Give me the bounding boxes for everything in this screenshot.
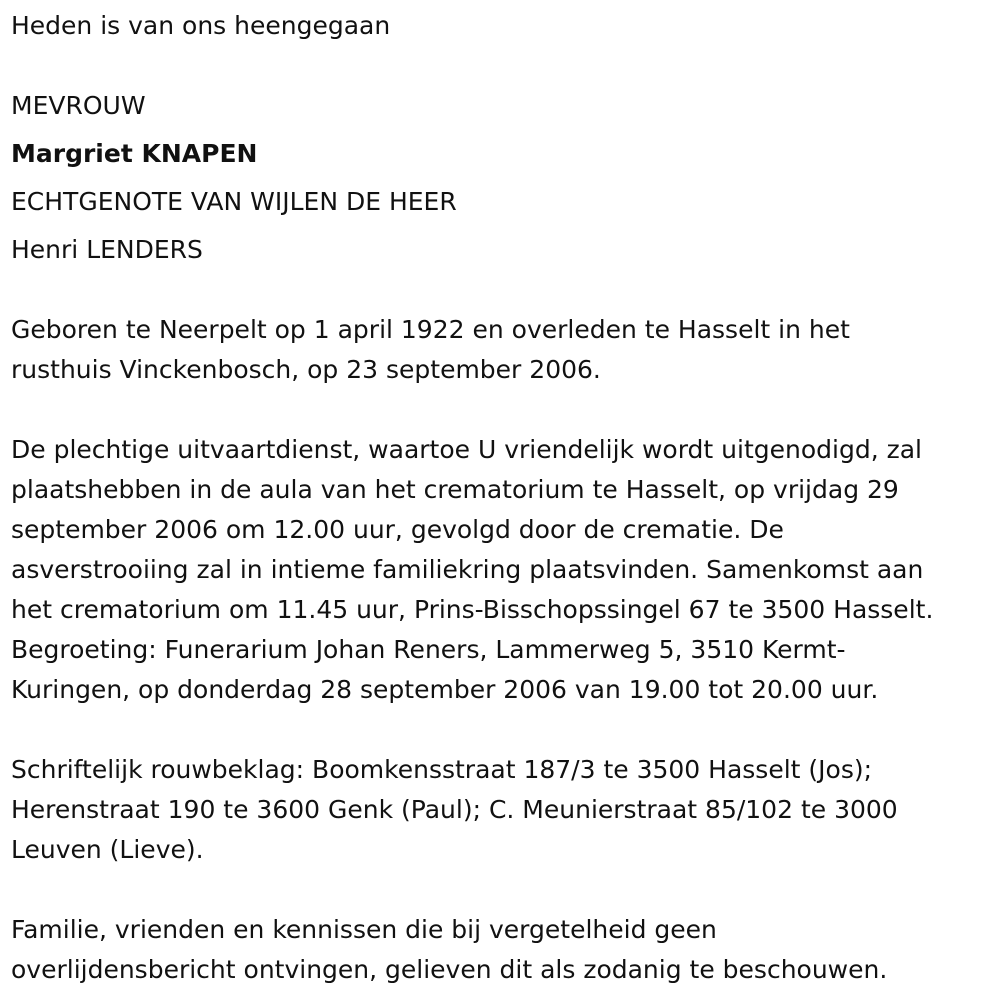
funeral-line: De plechtige uitvaartdienst, waartoe U vriendelijk wordt uitgenodigd, zal	[11, 435, 922, 464]
birth-death-line: rusthuis Vinckenbosch, op 23 september 2006.	[11, 355, 601, 384]
funeral-line: Kuringen, op donderdag 28 september 2006 van 19.00 tot 20.00 uur.	[11, 675, 879, 704]
closing-paragraph	[11, 910, 887, 990]
funeral-line: september 2006 om 12.00 uur, gevolgd door de crematie. De	[11, 515, 784, 544]
closing-line: overlijdensbericht ontvingen, gelieven dit als zodanig te beschouwen.	[11, 955, 888, 984]
intro-text: Heden is van ons heengegaan	[11, 11, 391, 40]
birth-death-paragraph	[11, 310, 850, 390]
condolences-line: Schriftelijk rouwbeklag: Boomkensstraat 187/3 te 3500 Hasselt (Jos);	[11, 755, 873, 784]
funeral-line: het crematorium om 11.45 uur, Prins-Bisschopssingel 67 te 3500 Hasselt.	[11, 595, 934, 624]
spouse-label: ECHTGENOTE VAN WIJLEN DE HEER	[11, 187, 457, 216]
funeral-line: plaatshebben in de aula van het crematorium te Hasselt, op vrijdag 29	[11, 475, 899, 504]
closing-line: Familie, vrienden en kennissen die bij vergetelheid geen	[11, 915, 717, 944]
funeral-line: asverstrooiing zal in intieme familiekring plaatsvinden. Samenkomst aan	[11, 555, 924, 584]
condolences-line: Leuven (Lieve).	[11, 835, 204, 864]
birth-death-line: Geboren te Neerpelt op 1 april 1922 en overleden te Hasselt in het	[11, 315, 850, 344]
condolences-paragraph	[11, 750, 898, 870]
funeral-line: Begroeting: Funerarium Johan Reners, Lammerweg 5, 3510 Kermt-	[11, 635, 846, 664]
funeral-paragraph	[11, 430, 933, 710]
title-mevrouw: MEVROUW	[11, 91, 146, 120]
deceased-name: Margriet KNAPEN	[11, 139, 258, 168]
condolences-line: Herenstraat 190 te 3600 Genk (Paul); C. Meunierstraat 85/102 te 3000	[11, 795, 898, 824]
spouse-name: Henri LENDERS	[11, 235, 203, 264]
